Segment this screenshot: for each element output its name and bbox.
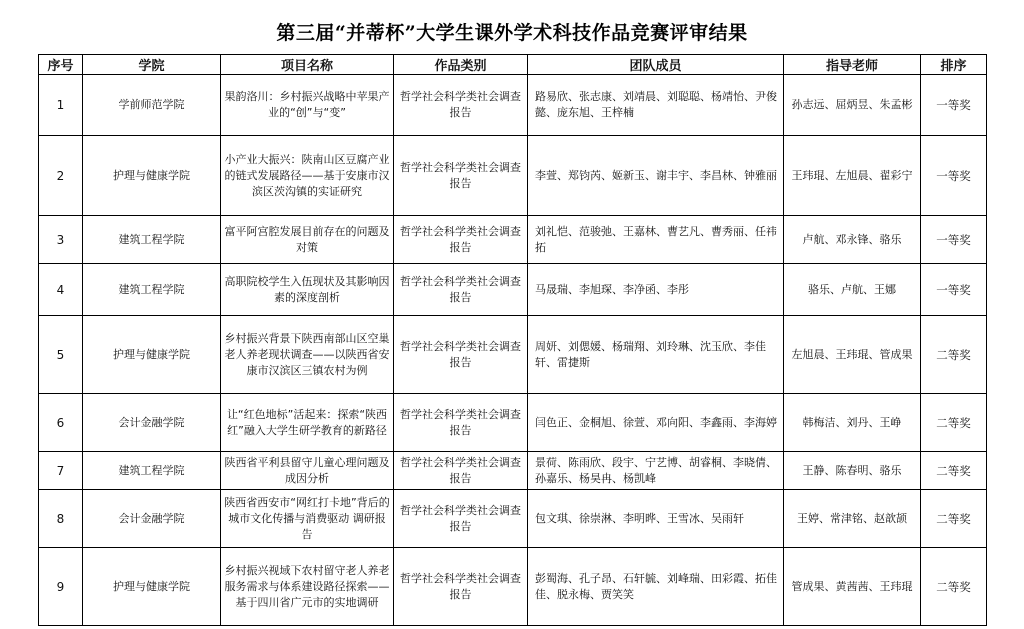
- table-row: [39, 394, 987, 452]
- cell-category: 哲学社会科学类社会调查报告: [394, 136, 528, 216]
- cell-team: 李萱、郑钧芮、姬新玉、谢丰宇、李昌林、钟雅丽: [528, 136, 784, 216]
- header-project: 项目名称: [221, 55, 394, 75]
- table-row: [39, 452, 987, 490]
- cell-project: 陕西省平利县留守儿童心理问题及成因分析: [221, 452, 394, 490]
- cell-project: 乡村振兴视域下农村留守老人养老服务需求与体系建设路径探索——基于四川省广元市的实地调研: [221, 548, 394, 626]
- cell-category: 哲学社会科学类社会调查报告: [394, 216, 528, 264]
- cell-team: 包文琪、徐崇淋、李明晔、王雪冰、吴雨轩: [528, 490, 784, 548]
- cell-team: 闫色正、金桐旭、徐萱、邓向阳、李鑫雨、李海婷: [528, 394, 784, 452]
- cell-rank: 一等奖: [921, 75, 987, 136]
- cell-rank: 二等奖: [921, 548, 987, 626]
- header-seq: 序号: [39, 55, 83, 75]
- cell-college: 会计金融学院: [83, 394, 221, 452]
- results-table: [38, 54, 987, 626]
- cell-college: 护理与健康学院: [83, 136, 221, 216]
- cell-advisors: 左旭晨、王玮琨、管成果: [784, 316, 921, 394]
- cell-advisors: 孙志远、屈炳昱、朱孟彬: [784, 75, 921, 136]
- header-advisors: 指导老师: [784, 55, 921, 75]
- cell-seq: 9: [39, 548, 83, 626]
- cell-category: 哲学社会科学类社会调查报告: [394, 490, 528, 548]
- cell-advisors: 韩梅洁、刘丹、王峥: [784, 394, 921, 452]
- cell-team: 刘礼恺、范骏弛、王嘉林、曹艺凡、曹秀丽、任祎拓: [528, 216, 784, 264]
- cell-team: 马晟瑞、李旭琛、李净函、李彤: [528, 264, 784, 316]
- table-row: [39, 490, 987, 548]
- cell-rank: 二等奖: [921, 316, 987, 394]
- cell-college: 护理与健康学院: [83, 316, 221, 394]
- cell-category: 哲学社会科学类社会调查报告: [394, 394, 528, 452]
- cell-project: 乡村振兴背景下陕西南部山区空巢老人养老现状调查——以陕西省安康市汉滨区三镇农村为例: [221, 316, 394, 394]
- table-row: [39, 264, 987, 316]
- cell-rank: 二等奖: [921, 490, 987, 548]
- cell-seq: 1: [39, 75, 83, 136]
- cell-seq: 4: [39, 264, 83, 316]
- cell-college: 建筑工程学院: [83, 264, 221, 316]
- cell-seq: 2: [39, 136, 83, 216]
- cell-seq: 7: [39, 452, 83, 490]
- cell-category: 哲学社会科学类社会调查报告: [394, 264, 528, 316]
- cell-seq: 8: [39, 490, 83, 548]
- header-rank: 排序: [921, 55, 987, 75]
- cell-team: 景荷、陈雨欣、段宇、宁艺博、胡睿桐、李晓倩、孙嘉乐、杨昊冉、杨凯峰: [528, 452, 784, 490]
- header-college: 学院: [83, 55, 221, 75]
- cell-advisors: 王玮琨、左旭晨、翟彩宁: [784, 136, 921, 216]
- cell-advisors: 管成果、黄茜茜、王玮琨: [784, 548, 921, 626]
- cell-project: 让“红色地标”活起来：探索“陕西红”融入大学生研学教育的新路径: [221, 394, 394, 452]
- header-team: 团队成员: [528, 55, 784, 75]
- cell-project: 果韵洛川：乡村振兴战略中苹果产业的“创”与“变”: [221, 75, 394, 136]
- table-row: [39, 136, 987, 216]
- cell-category: 哲学社会科学类社会调查报告: [394, 316, 528, 394]
- cell-seq: 5: [39, 316, 83, 394]
- cell-project: 富平阿宫腔发展目前存在的问题及对策: [221, 216, 394, 264]
- cell-college: 建筑工程学院: [83, 452, 221, 490]
- page-title: 第三届“并蒂杯”大学生课外学术科技作品竞赛评审结果: [276, 22, 748, 44]
- cell-category: 哲学社会科学类社会调查报告: [394, 548, 528, 626]
- cell-team: 周妍、刘偲媛、杨瑞翔、刘玲琳、沈玉欣、李佳轩、雷捷斯: [528, 316, 784, 394]
- cell-category: 哲学社会科学类社会调查报告: [394, 75, 528, 136]
- cell-rank: 一等奖: [921, 264, 987, 316]
- cell-project: 陕西省西安市“网红打卡地”背后的城市文化传播与消费驱动 调研报告: [221, 490, 394, 548]
- cell-rank: 一等奖: [921, 136, 987, 216]
- cell-college: 护理与健康学院: [83, 548, 221, 626]
- cell-college: 会计金融学院: [83, 490, 221, 548]
- table-row: [39, 75, 987, 136]
- cell-category: 哲学社会科学类社会调查报告: [394, 452, 528, 490]
- cell-advisors: 卢航、邓永锋、骆乐: [784, 216, 921, 264]
- cell-advisors: 王静、陈春明、骆乐: [784, 452, 921, 490]
- cell-seq: 6: [39, 394, 83, 452]
- cell-college: 学前师范学院: [83, 75, 221, 136]
- cell-advisors: 骆乐、卢航、王娜: [784, 264, 921, 316]
- cell-team: 彭蜀海、孔子昂、石轩毓、刘峰瑞、田彩霞、拓佳佳、脱永梅、贾笑笑: [528, 548, 784, 626]
- cell-advisors: 王婷、常津铭、赵歆颉: [784, 490, 921, 548]
- cell-rank: 二等奖: [921, 394, 987, 452]
- table-row: [39, 216, 987, 264]
- cell-team: 路易欣、张志康、刘靖晨、刘聪聪、杨靖怡、尹俊懿、庞东旭、王梓楠: [528, 75, 784, 136]
- header-category: 作品类别: [394, 55, 528, 75]
- cell-rank: 一等奖: [921, 216, 987, 264]
- cell-rank: 二等奖: [921, 452, 987, 490]
- table-row: [39, 316, 987, 394]
- table-header-row: [39, 55, 987, 75]
- cell-seq: 3: [39, 216, 83, 264]
- cell-project: 高职院校学生入伍现状及其影响因素的深度剖析: [221, 264, 394, 316]
- cell-college: 建筑工程学院: [83, 216, 221, 264]
- table-row: [39, 548, 987, 626]
- cell-project: 小产业大振兴：陕南山区豆腐产业的链式发展路径——基于安康市汉滨区茨沟镇的实证研究: [221, 136, 394, 216]
